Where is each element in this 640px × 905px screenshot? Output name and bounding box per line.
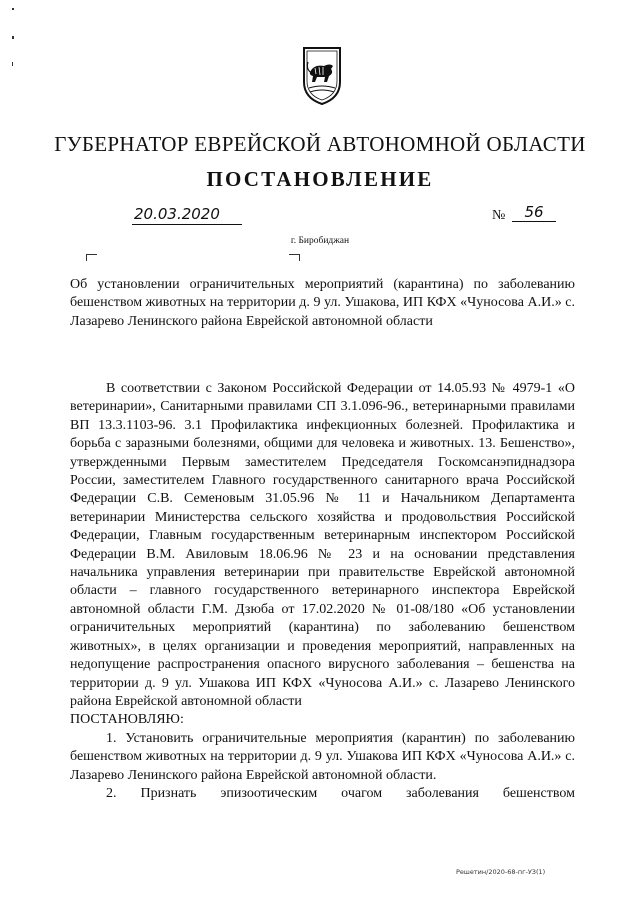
number-label: № [492, 208, 506, 223]
city-label: г. Биробиджан [290, 236, 350, 246]
document-number: 56 [512, 203, 556, 222]
title-corner-right [289, 254, 300, 261]
preamble-paragraph: В соответствии с Законом Российской Федерации от 14.05.93 № 4979-1 «О ветеринарии», Санитарными правилами СП 3.1.096-96., ветеринарными правилами ВП 13.3.1103-96. 3.1 Профилактика инфекционных болезней. Профилактика и борьба с заразными болезнями, общими для человека и животных. 13. Бешенство», утвержденными Первым заместителем Председателя Госкомсанэпиднадзора России, заместителем Главного государственного санитарного врача Российской Федерации С.В. Семеновым 31.05.96 № 11 и Начальником Департамента ветеринарии Министерства сельского хозяйства и продовольствия Российской Федерации, Главным государственным ветеринарным инспектором Российской Федерации В.М. Авиловым 18.06.96 № 23 и на основании представления начальника управления ветеринарии при правительстве Еврейской автономной области – главного государственного ветеринарного инспектора Еврейской автономной области Г.М. Дзюба от 17.02.2020 № 01-08/180 «Об установлении ограничительных мероприятий (карантина) по заболеванию бешенством животных», в целях организации и проведения мероприятий, направленных на недопущение распространения опасного вирусного заболевания – бешенства на территории д. 9 ул. Ушакова ИП КФХ «Чуносова А.И.» с. Лазарево Ленинского района Еврейской автономной области [70, 381, 575, 709]
footer-code: Решетин/2020-68-пг-УЗ(1) [456, 868, 546, 876]
list-item: 2. Признать эпизоотическим очагом заболевания бешенством [106, 785, 575, 801]
document-body [70, 380, 575, 803]
tiger-coat-of-arms-icon [300, 46, 344, 106]
document-type-heading: ПОСТАНОВЛЕНИЕ [206, 167, 434, 191]
document-date: 20.03.2020 [132, 205, 242, 225]
resolve-heading: ПОСТАНОВЛЯЮ: [70, 712, 184, 728]
scan-mark [12, 36, 14, 39]
authority-heading: ГУБЕРНАТОР ЕВРЕЙСКОЙ АВТОНОМНОЙ ОБЛАСТИ [54, 132, 586, 156]
scan-mark [12, 8, 14, 10]
title-corner-left [86, 254, 97, 261]
scan-mark [12, 62, 13, 66]
list-item: 1. Установить ограничительные мероприятия (карантин) по заболеванию бешенством животных на территории д. 9 ул. Ушакова ИП КФХ «Чуносова А.И.» с. Лазарево Ленинского района Еврейской автономной области. [70, 730, 575, 783]
document-title: Об установлении ограничительных мероприятий (карантина) по заболеванию бешенством животных на территории д. 9 ул. Ушакова, ИП КФХ «Чуносова А.И.» с. Лазарево Ленинского района Еврейской автономной области [70, 277, 575, 329]
